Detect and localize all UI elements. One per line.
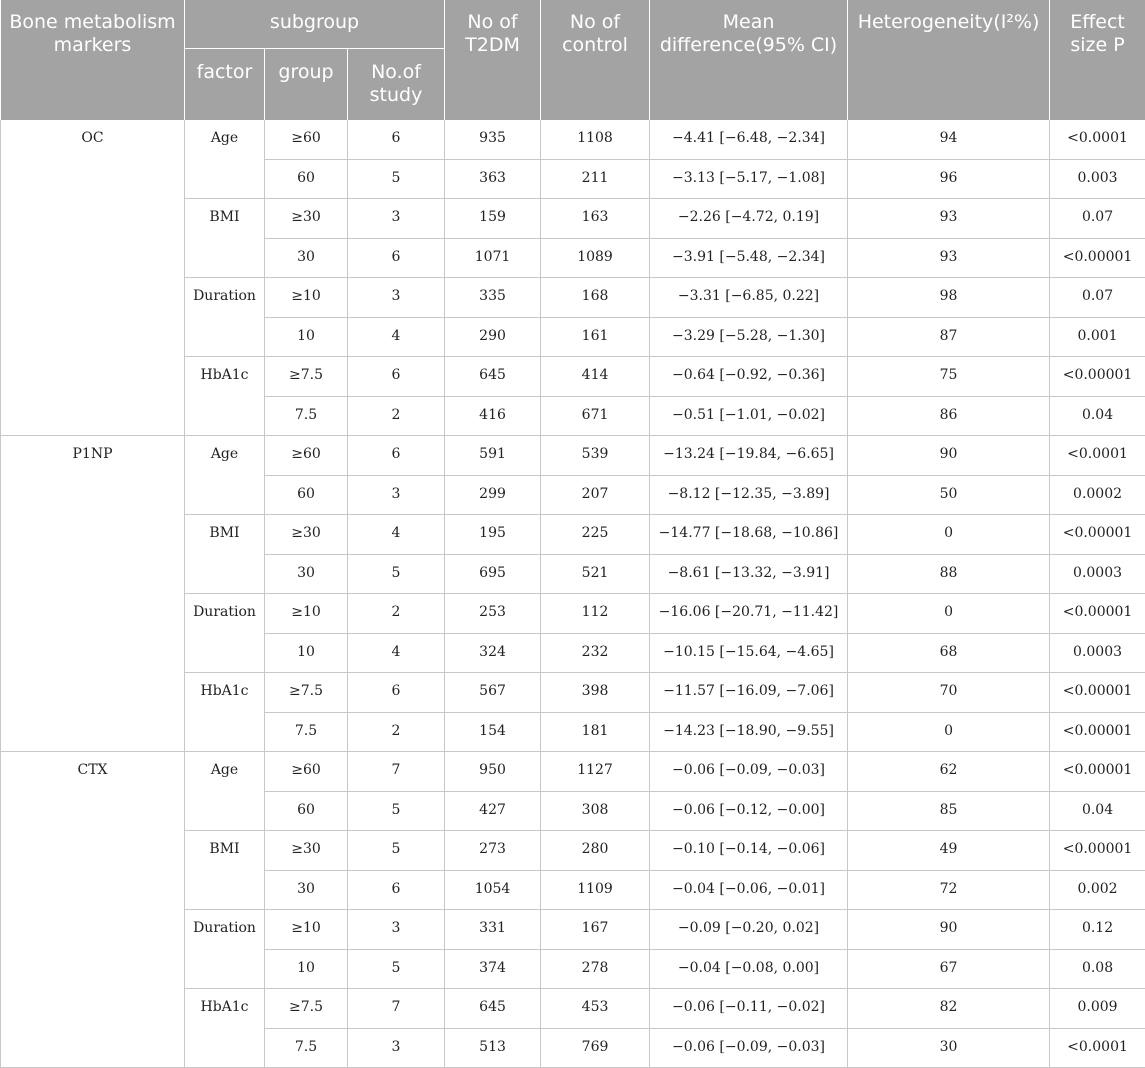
- group-cell: ≥60: [265, 436, 348, 476]
- factor-cell: BMI: [185, 515, 265, 594]
- p-value-cell: <0.00001: [1050, 831, 1145, 871]
- control-count-cell: 308: [541, 791, 650, 831]
- heterogeneity-cell: 96: [848, 159, 1050, 199]
- t2dm-count-cell: 195: [445, 515, 541, 555]
- t2dm-count-cell: 416: [445, 396, 541, 436]
- mean-difference-cell: −0.64 [−0.92, −0.36]: [650, 357, 848, 397]
- mean-difference-cell: −14.23 [−18.90, −9.55]: [650, 712, 848, 752]
- p-value-cell: 0.002: [1050, 870, 1145, 910]
- control-count-cell: 181: [541, 712, 650, 752]
- control-count-cell: 1089: [541, 238, 650, 278]
- control-count-cell: 1127: [541, 752, 650, 792]
- group-cell: ≥60: [265, 752, 348, 792]
- control-count-cell: 163: [541, 199, 650, 239]
- header-no-control: No of control: [541, 0, 650, 120]
- t2dm-count-cell: 363: [445, 159, 541, 199]
- factor-cell: BMI: [185, 199, 265, 278]
- study-count-cell: 3: [348, 1028, 445, 1068]
- study-count-cell: 5: [348, 554, 445, 594]
- table-header: [1, 0, 1145, 120]
- group-cell: 10: [265, 949, 348, 989]
- heterogeneity-cell: 93: [848, 199, 1050, 239]
- study-count-cell: 3: [348, 910, 445, 950]
- control-count-cell: 161: [541, 317, 650, 357]
- heterogeneity-cell: 67: [848, 949, 1050, 989]
- p-value-cell: <0.00001: [1050, 673, 1145, 713]
- study-count-cell: 5: [348, 791, 445, 831]
- header-bone-markers: Bone metabolism markers: [1, 0, 185, 120]
- control-count-cell: 769: [541, 1028, 650, 1068]
- factor-cell: Age: [185, 436, 265, 515]
- control-count-cell: 1109: [541, 870, 650, 910]
- control-count-cell: 225: [541, 515, 650, 555]
- mean-difference-cell: −0.10 [−0.14, −0.06]: [650, 831, 848, 871]
- heterogeneity-cell: 70: [848, 673, 1050, 713]
- study-count-cell: 6: [348, 120, 445, 159]
- t2dm-count-cell: 159: [445, 199, 541, 239]
- t2dm-count-cell: 335: [445, 278, 541, 318]
- mean-difference-cell: −0.04 [−0.06, −0.01]: [650, 870, 848, 910]
- study-count-cell: 2: [348, 396, 445, 436]
- study-count-cell: 4: [348, 317, 445, 357]
- control-count-cell: 207: [541, 475, 650, 515]
- group-cell: 30: [265, 870, 348, 910]
- table-body: [1, 120, 1145, 1068]
- study-count-cell: 2: [348, 594, 445, 634]
- group-cell: 10: [265, 317, 348, 357]
- p-value-cell: 0.0003: [1050, 554, 1145, 594]
- p-value-cell: 0.001: [1050, 317, 1145, 357]
- t2dm-count-cell: 645: [445, 989, 541, 1029]
- t2dm-count-cell: 591: [445, 436, 541, 476]
- study-count-cell: 6: [348, 870, 445, 910]
- heterogeneity-cell: 90: [848, 910, 1050, 950]
- study-count-cell: 7: [348, 989, 445, 1029]
- control-count-cell: 168: [541, 278, 650, 318]
- t2dm-count-cell: 299: [445, 475, 541, 515]
- mean-difference-cell: −0.04 [−0.08, 0.00]: [650, 949, 848, 989]
- p-value-cell: 0.0002: [1050, 475, 1145, 515]
- study-count-cell: 4: [348, 633, 445, 673]
- p-value-cell: 0.04: [1050, 396, 1145, 436]
- study-count-cell: 3: [348, 278, 445, 318]
- p-value-cell: 0.003: [1050, 159, 1145, 199]
- p-value-cell: 0.08: [1050, 949, 1145, 989]
- control-count-cell: 539: [541, 436, 650, 476]
- factor-cell: Duration: [185, 910, 265, 989]
- p-value-cell: <0.0001: [1050, 1028, 1145, 1068]
- mean-difference-cell: −4.41 [−6.48, −2.34]: [650, 120, 848, 159]
- mean-difference-cell: −0.51 [−1.01, −0.02]: [650, 396, 848, 436]
- heterogeneity-cell: 49: [848, 831, 1050, 871]
- group-cell: 7.5: [265, 396, 348, 436]
- study-count-cell: 7: [348, 752, 445, 792]
- t2dm-count-cell: 290: [445, 317, 541, 357]
- mean-difference-cell: −14.77 [−18.68, −10.86]: [650, 515, 848, 555]
- table-row: [1, 752, 1145, 792]
- heterogeneity-cell: 85: [848, 791, 1050, 831]
- mean-difference-cell: −0.06 [−0.09, −0.03]: [650, 1028, 848, 1068]
- group-cell: ≥7.5: [265, 673, 348, 713]
- mean-difference-cell: −0.09 [−0.20, 0.02]: [650, 910, 848, 950]
- factor-cell: Age: [185, 752, 265, 831]
- t2dm-count-cell: 1071: [445, 238, 541, 278]
- heterogeneity-cell: 50: [848, 475, 1050, 515]
- factor-cell: HbA1c: [185, 357, 265, 436]
- p-value-cell: 0.12: [1050, 910, 1145, 950]
- mean-difference-cell: −11.57 [−16.09, −7.06]: [650, 673, 848, 713]
- group-cell: 60: [265, 791, 348, 831]
- heterogeneity-cell: 75: [848, 357, 1050, 397]
- control-count-cell: 112: [541, 594, 650, 634]
- control-count-cell: 280: [541, 831, 650, 871]
- group-cell: ≥10: [265, 594, 348, 634]
- mean-difference-cell: −0.06 [−0.11, −0.02]: [650, 989, 848, 1029]
- control-count-cell: 398: [541, 673, 650, 713]
- header-group: group: [265, 49, 348, 121]
- table-row: [1, 436, 1145, 476]
- p-value-cell: <0.00001: [1050, 515, 1145, 555]
- study-count-cell: 6: [348, 436, 445, 476]
- study-count-cell: 6: [348, 238, 445, 278]
- p-value-cell: 0.04: [1050, 791, 1145, 831]
- factor-cell: BMI: [185, 831, 265, 910]
- header-effect-size-p: Effect size P: [1050, 0, 1145, 120]
- factor-cell: Duration: [185, 594, 265, 673]
- p-value-cell: 0.07: [1050, 278, 1145, 318]
- header-subgroup: subgroup: [185, 0, 445, 49]
- p-value-cell: <0.00001: [1050, 357, 1145, 397]
- group-cell: ≥30: [265, 515, 348, 555]
- heterogeneity-cell: 88: [848, 554, 1050, 594]
- control-count-cell: 167: [541, 910, 650, 950]
- mean-difference-cell: −13.24 [−19.84, −6.65]: [650, 436, 848, 476]
- heterogeneity-cell: 93: [848, 238, 1050, 278]
- mean-difference-cell: −3.91 [−5.48, −2.34]: [650, 238, 848, 278]
- mean-difference-cell: −10.15 [−15.64, −4.65]: [650, 633, 848, 673]
- header-heterogeneity: Heterogeneity(I²%): [848, 0, 1050, 120]
- group-cell: 60: [265, 475, 348, 515]
- heterogeneity-cell: 94: [848, 120, 1050, 159]
- t2dm-count-cell: 950: [445, 752, 541, 792]
- t2dm-count-cell: 324: [445, 633, 541, 673]
- heterogeneity-cell: 0: [848, 515, 1050, 555]
- control-count-cell: 211: [541, 159, 650, 199]
- t2dm-count-cell: 695: [445, 554, 541, 594]
- study-count-cell: 6: [348, 673, 445, 713]
- marker-cell: OC: [1, 120, 185, 436]
- study-count-cell: 3: [348, 199, 445, 239]
- group-cell: 10: [265, 633, 348, 673]
- mean-difference-cell: −8.12 [−12.35, −3.89]: [650, 475, 848, 515]
- group-cell: ≥7.5: [265, 989, 348, 1029]
- t2dm-count-cell: 331: [445, 910, 541, 950]
- t2dm-count-cell: 253: [445, 594, 541, 634]
- factor-cell: Duration: [185, 278, 265, 357]
- mean-difference-cell: −3.29 [−5.28, −1.30]: [650, 317, 848, 357]
- group-cell: 60: [265, 159, 348, 199]
- t2dm-count-cell: 513: [445, 1028, 541, 1068]
- heterogeneity-cell: 62: [848, 752, 1050, 792]
- t2dm-count-cell: 273: [445, 831, 541, 871]
- control-count-cell: 453: [541, 989, 650, 1029]
- mean-difference-cell: −2.26 [−4.72, 0.19]: [650, 199, 848, 239]
- group-cell: ≥30: [265, 199, 348, 239]
- study-count-cell: 6: [348, 357, 445, 397]
- p-value-cell: <0.0001: [1050, 436, 1145, 476]
- control-count-cell: 232: [541, 633, 650, 673]
- t2dm-count-cell: 567: [445, 673, 541, 713]
- header-no-t2dm: No of T2DM: [445, 0, 541, 120]
- marker-cell: P1NP: [1, 436, 185, 752]
- group-cell: ≥10: [265, 910, 348, 950]
- group-cell: ≥7.5: [265, 357, 348, 397]
- control-count-cell: 1108: [541, 120, 650, 159]
- mean-difference-cell: −3.31 [−6.85, 0.22]: [650, 278, 848, 318]
- group-cell: 30: [265, 238, 348, 278]
- study-count-cell: 4: [348, 515, 445, 555]
- marker-cell: CTX: [1, 752, 185, 1068]
- mean-difference-cell: −0.06 [−0.09, −0.03]: [650, 752, 848, 792]
- control-count-cell: 414: [541, 357, 650, 397]
- header-no-of-study: No.of study: [348, 49, 445, 121]
- mean-difference-cell: −0.06 [−0.12, −0.00]: [650, 791, 848, 831]
- t2dm-count-cell: 374: [445, 949, 541, 989]
- control-count-cell: 671: [541, 396, 650, 436]
- heterogeneity-cell: 90: [848, 436, 1050, 476]
- heterogeneity-cell: 30: [848, 1028, 1050, 1068]
- study-count-cell: 5: [348, 159, 445, 199]
- mean-difference-cell: −8.61 [−13.32, −3.91]: [650, 554, 848, 594]
- header-factor: factor: [185, 49, 265, 121]
- control-count-cell: 278: [541, 949, 650, 989]
- factor-cell: Age: [185, 120, 265, 199]
- study-count-cell: 5: [348, 949, 445, 989]
- heterogeneity-cell: 86: [848, 396, 1050, 436]
- mean-difference-cell: −16.06 [−20.71, −11.42]: [650, 594, 848, 634]
- group-cell: ≥60: [265, 120, 348, 159]
- t2dm-count-cell: 154: [445, 712, 541, 752]
- p-value-cell: <0.00001: [1050, 752, 1145, 792]
- p-value-cell: <0.00001: [1050, 238, 1145, 278]
- t2dm-count-cell: 427: [445, 791, 541, 831]
- p-value-cell: <0.0001: [1050, 120, 1145, 159]
- factor-cell: HbA1c: [185, 989, 265, 1068]
- p-value-cell: <0.00001: [1050, 712, 1145, 752]
- group-cell: ≥30: [265, 831, 348, 871]
- heterogeneity-cell: 68: [848, 633, 1050, 673]
- heterogeneity-cell: 0: [848, 712, 1050, 752]
- t2dm-count-cell: 935: [445, 120, 541, 159]
- p-value-cell: 0.07: [1050, 199, 1145, 239]
- group-cell: 7.5: [265, 712, 348, 752]
- t2dm-count-cell: 1054: [445, 870, 541, 910]
- p-value-cell: <0.00001: [1050, 594, 1145, 634]
- study-count-cell: 5: [348, 831, 445, 871]
- mean-difference-cell: −3.13 [−5.17, −1.08]: [650, 159, 848, 199]
- heterogeneity-cell: 98: [848, 278, 1050, 318]
- table-row: [1, 120, 1145, 159]
- heterogeneity-cell: 87: [848, 317, 1050, 357]
- t2dm-count-cell: 645: [445, 357, 541, 397]
- heterogeneity-cell: 0: [848, 594, 1050, 634]
- heterogeneity-cell: 82: [848, 989, 1050, 1029]
- group-cell: ≥10: [265, 278, 348, 318]
- p-value-cell: 0.0003: [1050, 633, 1145, 673]
- study-count-cell: 3: [348, 475, 445, 515]
- study-count-cell: 2: [348, 712, 445, 752]
- group-cell: 7.5: [265, 1028, 348, 1068]
- control-count-cell: 521: [541, 554, 650, 594]
- group-cell: 30: [265, 554, 348, 594]
- p-value-cell: 0.009: [1050, 989, 1145, 1029]
- header-mean-difference: Mean difference(95% CI): [650, 0, 848, 120]
- factor-cell: HbA1c: [185, 673, 265, 752]
- heterogeneity-cell: 72: [848, 870, 1050, 910]
